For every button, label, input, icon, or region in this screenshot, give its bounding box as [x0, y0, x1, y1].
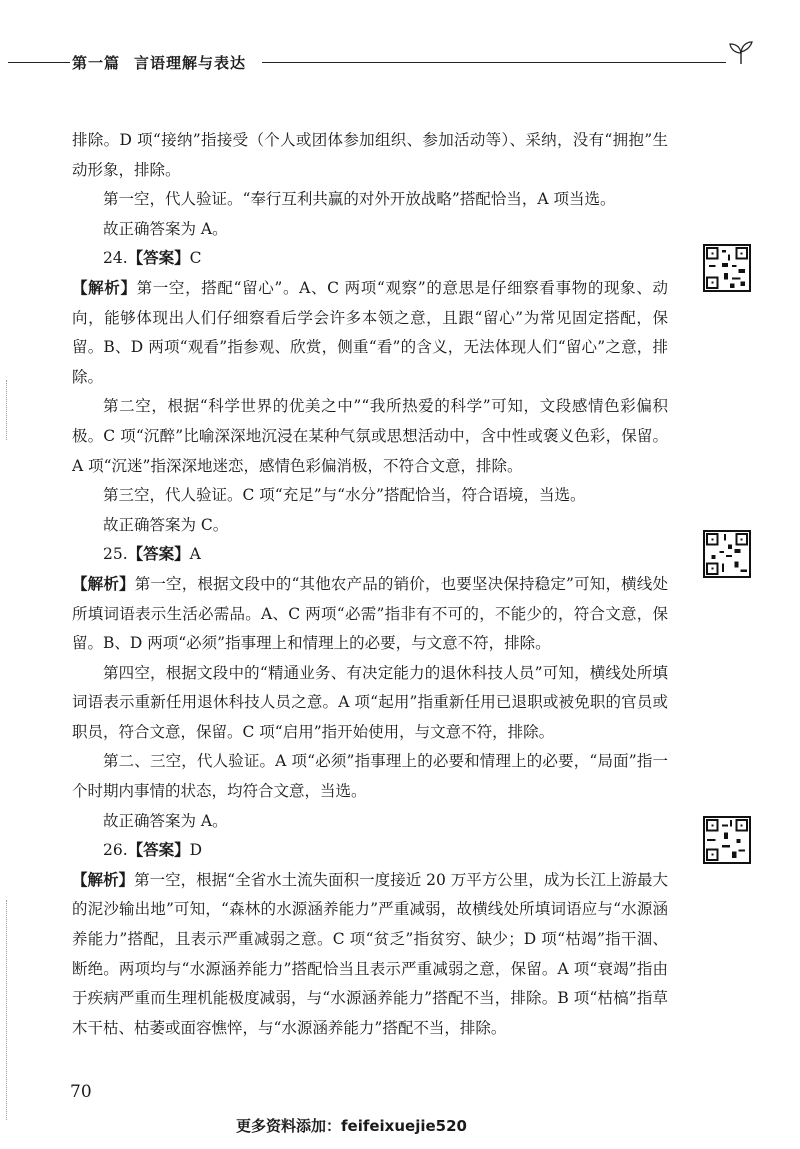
paragraph: 故正确答案为 A。: [103, 219, 228, 238]
answer-value: D: [189, 841, 203, 860]
analysis-label: 【解析】: [72, 278, 137, 297]
answer-label: 【答案】: [127, 249, 190, 268]
analysis-text: 第一空，搭配“留心”。A、C 两项“观察”的意思是仔细察看事物的现象、动向，能够体现出人们仔细察看后学会许多本领之意，且跟“留心”为常见固定搭配，保留。B、D 两项“观看”指参观、欣赏，侧重“看”的含义，无法体现人们“留心”之意，排除。: [72, 278, 668, 386]
header-title: [72, 52, 246, 73]
paragraph: 第四空，根据文段中的“精通业务、有决定能力的退休科技人员”可知，横线处所填词语表示重新任用退休科技人员之意。A 项“起用”指重新任用已退职或被免职的官员或职员，符合文意，保留。C 项“启用”指开始使用，与文意不符，排除。: [72, 663, 668, 741]
answer-line-25: [72, 540, 668, 570]
paragraph: 第三空，代人验证。C 项“充足”与“水分”搭配恰当，符合语境，当选。: [103, 486, 586, 505]
answer-label: 【答案】: [127, 545, 190, 564]
analysis-text: 第一空，根据文段中的“其他农产品的销价，也要坚决保持稳定”可知，横线处所填词语表示生活必需品。A、C 两项“必需”指非有不可的，不能少的，符合文意，保留。B、D 两项“必须”指事理上和情理上的必要，与文意不符，排除。: [72, 574, 668, 653]
footer-note: 更多资料添加：feifeixuejie520: [236, 1117, 467, 1135]
header-rule-right: [262, 62, 726, 63]
page-header: [0, 40, 800, 80]
answer-line-24: [72, 244, 668, 274]
question-number: 26.: [103, 841, 128, 860]
analysis-label: 【解析】: [72, 574, 135, 593]
analysis-text: 第一空，根据“全省水土流失面积一度接近 20 万平方公里，成为长江上游最大的泥沙输出地”可知，“森林的水源涵养能力”严重减弱，故横线处所填词语应与“水源涵养能力”搭配，且表示严重减弱之意。C 项“贫乏”指贫穷、缺少；D 项“枯竭”指干涸、断绝。两项均与“水源涵养能力”搭配恰当且表示严重减弱之意，保留。A 项“衰竭”指由于疾病严重而生理机能极度减弱，与“水源涵养能力”搭配不当，排除。B 项“枯槁”指草木干枯、枯萎或面容憔悴，与“水源涵养能力”搭配不当，排除。: [72, 870, 668, 1037]
qr-code-icon[interactable]: [703, 530, 751, 578]
paragraph: 故正确答案为 C。: [103, 515, 229, 534]
question-number: 24.: [103, 249, 128, 268]
answer-line-26: [72, 836, 668, 866]
question-number: 25.: [103, 545, 128, 564]
analysis-label: 【解析】: [72, 870, 135, 889]
answer-value: A: [189, 545, 201, 564]
header-part: 第一篇: [72, 54, 121, 72]
analysis-paragraph: [72, 866, 668, 1044]
qr-code-icon[interactable]: [703, 816, 751, 864]
paragraph: 第二、三空，代人验证。A 项“必须”指事理上的必要和情理上的必要，“局面”指一个时期内事情的状态，均符合文意，当选。: [72, 752, 668, 801]
header-rule-left: [8, 62, 70, 63]
answer-label: 【答案】: [127, 841, 190, 860]
margin-dots: [6, 900, 9, 1120]
header-section-title: 言语理解与表达: [134, 54, 247, 72]
sprout-icon: [726, 40, 756, 66]
paragraph: 第一空，代人验证。“奉行互利共赢的对外开放战略”搭配恰当，A 项当选。: [103, 190, 616, 209]
qr-code-icon[interactable]: [703, 244, 751, 292]
explanation-body: [72, 126, 668, 1043]
analysis-paragraph: [72, 274, 668, 392]
page-number: 70: [70, 1082, 92, 1102]
margin-dots: [6, 380, 9, 440]
paragraph: 第二空，根据“科学世界的优美之中”“我所热爱的科学”可知，文段感情色彩偏积极。C 项“沉醉”比喻深深地沉浸在某种气氛或思想活动中，含中性或褒义色彩，保留。A 项“沉迷”指深深地迷恋，感情色彩偏消极，不符合文意，排除。: [72, 397, 668, 475]
paragraph: 故正确答案为 A。: [103, 811, 228, 830]
analysis-paragraph: [72, 570, 668, 659]
paragraph: 排除。D 项“接纳”指接受（个人或团体参加组织、参加活动等）、采纳，没有“拥抱”生动形象，排除。: [72, 131, 668, 179]
answer-value: C: [189, 249, 202, 268]
